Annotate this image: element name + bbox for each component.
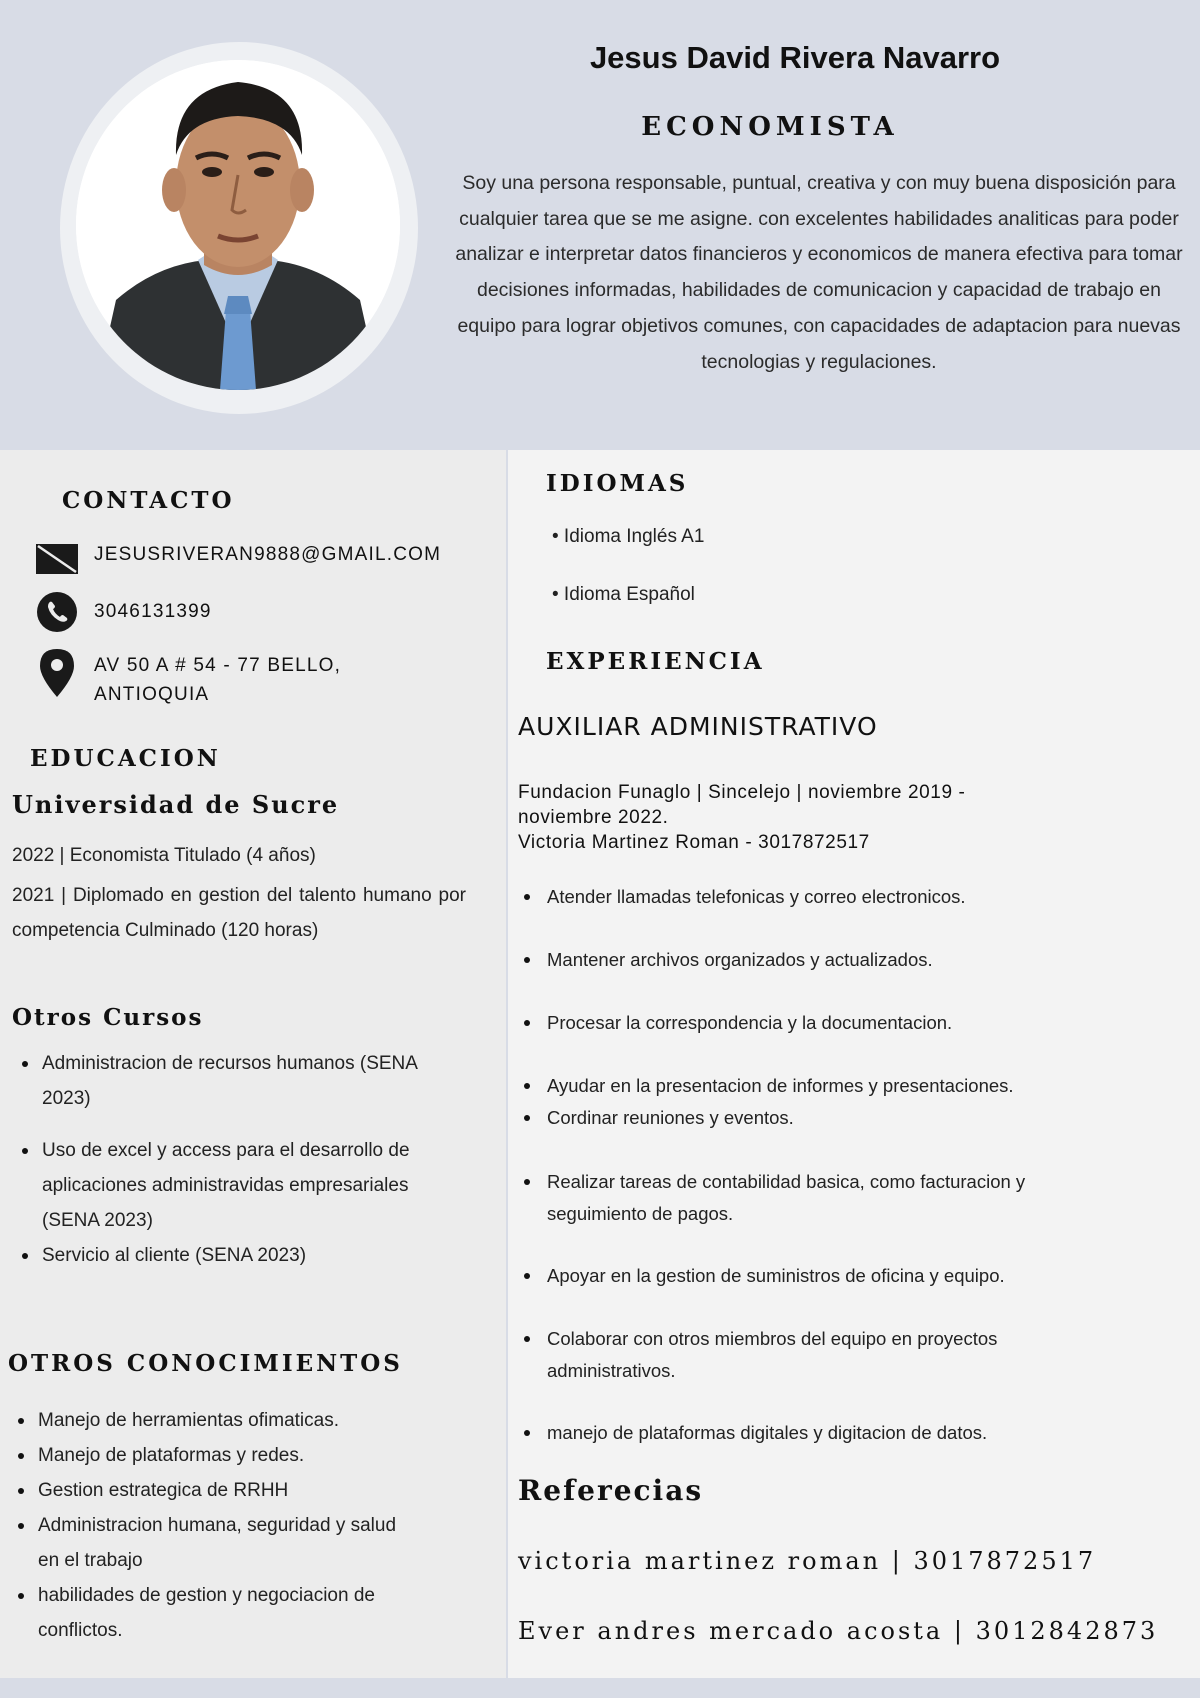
candidate-name: Jesus David Rivera Navarro xyxy=(589,40,1001,75)
duty-item: manejo de plataformas digitales y digitacion de datos. xyxy=(524,1417,1124,1449)
phone-icon xyxy=(36,591,78,633)
contact-email[interactable]: JESUSRIVERAN9888@GMAIL.COM xyxy=(94,544,442,565)
duty-item: Cordinar reuniones y eventos. xyxy=(524,1102,1124,1134)
list-item: Manejo de herramientas ofimaticas. xyxy=(16,1403,416,1438)
list-item: habilidades de gestion y negociacion de conflictos. xyxy=(16,1578,416,1648)
university-name: Universidad de Sucre xyxy=(12,790,340,819)
contact-phone-row xyxy=(36,591,212,633)
contact-address-line1: AV 50 A # 54 - 77 BELLO, xyxy=(94,655,342,676)
courses-list xyxy=(20,1046,440,1273)
list-item: Servicio al cliente (SENA 2023) xyxy=(20,1238,440,1273)
contact-email-row xyxy=(36,538,441,580)
contact-address-line2: ANTIOQUIA xyxy=(94,684,210,705)
education-heading: EDUCACION xyxy=(30,745,221,772)
job-meta-line: noviembre 2022. xyxy=(518,807,669,828)
profile-summary: Soy una persona responsable, puntual, creativa y con muy buena disposición para cualquier tarea que se me asigne. con excelentes habilidades analiticas para poder analizar e interpretar datos financieros y economicos de manera efectiva para tomar decisiones informadas, habilidades de comunicacion y capacidad de trabajo en equipo para lograr objetivos comunes, con capacidades de adaptacion para nuevas tecnologias y regulaciones. xyxy=(455,172,1183,373)
list-item: Manejo de plataformas y redes. xyxy=(16,1438,416,1473)
contact-phone[interactable]: 3046131399 xyxy=(94,601,212,622)
language-item: • Idioma Inglés A1 xyxy=(552,526,705,547)
reference-item: victoria martinez roman | 3017872517 xyxy=(518,1547,1097,1575)
duty-item: Mantener archivos organizados y actualizados. xyxy=(524,944,1124,976)
envelope-icon xyxy=(36,538,78,580)
duty-item: Procesar la correspondencia y la documentacion. xyxy=(524,1007,1124,1039)
profile-photo xyxy=(76,60,400,390)
education-diploma: 2021 | Diplomado en gestion del talento humano por competencia Culminado (120 horas) xyxy=(12,885,466,941)
reference-item: Ever andres mercado acosta | 3012842873 xyxy=(518,1617,1159,1645)
knowledge-heading: OTROS CONOCIMIENTOS xyxy=(8,1350,403,1377)
contact-heading: CONTACTO xyxy=(62,487,235,514)
candidate-role: ECONOMISTA xyxy=(641,112,899,142)
duty-item: Apoyar en la gestion de suministros de oficina y equipo. xyxy=(524,1260,1124,1292)
knowledge-list xyxy=(16,1403,416,1648)
location-pin-icon xyxy=(36,652,78,694)
languages-heading: IDIOMAS xyxy=(546,470,689,497)
list-item: Uso de excel y access para el desarrollo de aplicaciones administravidas empresariales (SENA 2023) xyxy=(20,1133,440,1238)
list-item: Gestion estrategica de RRHH xyxy=(16,1473,416,1508)
contact-address xyxy=(94,651,341,709)
duty-item: Realizar tareas de contabilidad basica, como facturacion y seguimiento de pagos. xyxy=(524,1166,1084,1230)
contact-address-row xyxy=(36,652,341,709)
references-heading: Referecias xyxy=(518,1474,704,1507)
experience-heading: EXPERIENCIA xyxy=(546,648,765,675)
list-item: Administracion de recursos humanos (SENA 2023) xyxy=(20,1046,440,1116)
education-degree: 2022 | Economista Titulado (4 años) xyxy=(12,845,316,866)
duty-item: Colaborar con otros miembros del equipo en proyectos administrativos. xyxy=(524,1323,1084,1387)
duty-item: Atender llamadas telefonicas y correo electronicos. xyxy=(524,881,1124,913)
courses-heading: Otros Cursos xyxy=(12,1004,204,1031)
duty-item: Ayudar en la presentacion de informes y presentaciones. xyxy=(524,1070,1124,1102)
job-title: AUXILIAR ADMINISTRATIVO xyxy=(518,712,878,741)
list-item: Administracion humana, seguridad y salud en el trabajo xyxy=(16,1508,416,1578)
job-meta xyxy=(518,780,1078,855)
job-meta-line: Fundacion Funaglo | Sincelejo | noviembre 2019 - xyxy=(518,782,966,803)
job-meta-line: Victoria Martinez Roman - 3017872517 xyxy=(518,832,870,853)
language-item: • Idioma Español xyxy=(552,584,695,605)
